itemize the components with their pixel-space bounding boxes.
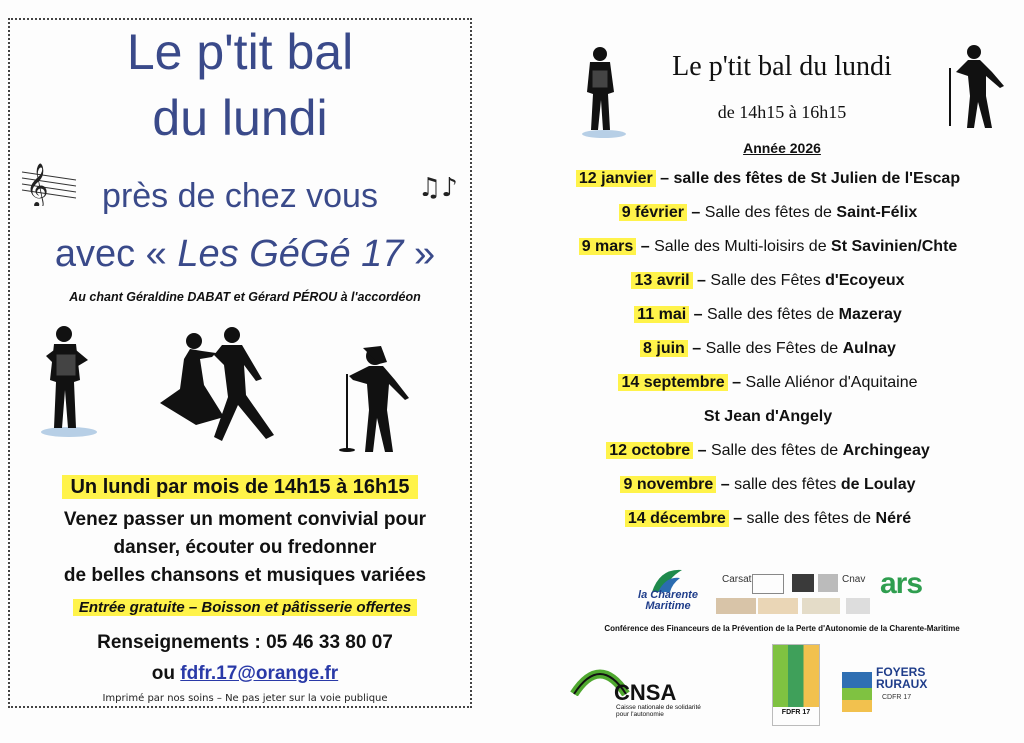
cnsa-text: CNSA [614,680,677,705]
conference-caption: Conférence des Financeurs de la Prévention de la Perte d'Autonomie de la Charente-Maritime [604,624,960,633]
schedule-separator: – [687,340,706,357]
schedule-town: St Julien de l'Escap [810,170,961,187]
fdfr-logo [772,644,820,726]
schedule-town: St Savinien/Chte [831,238,958,255]
partner-logo-7 [846,598,870,614]
accordion-player-silhouette [34,320,104,440]
band-prefix: avec « [54,233,178,275]
schedule-place: Salle des fêtes de [704,204,837,221]
schedule-town: Mazeray [838,306,902,323]
right-flyer [512,0,1024,743]
schedule-date: 14 septembre [618,374,727,391]
schedule-year: Année 2026 [743,140,821,156]
cnav-logo: Cnav [842,574,866,585]
svg-text:𝄞: 𝄞 [26,163,49,206]
foyers-text: FOYERS RURAUX [876,665,928,691]
schedule-row [512,272,1024,290]
schedule-separator: – [693,442,711,459]
contact-phone: Renseignements : 05 46 33 80 07 [97,632,393,653]
flyer-title-line2: du lundi [152,90,328,146]
free-entry-line [20,597,470,619]
charente-maritime-text: la Charente Maritime [638,589,698,612]
description-block [20,506,470,590]
schedule-town: Néré [875,510,912,527]
schedule-town: Archingeay [842,442,930,459]
schedule-town: de Loulay [840,476,916,493]
contact-email-line [20,661,470,687]
description-line-1: Venez passer un moment convivial pour [63,509,427,530]
schedule-town: St Jean d'Angely [703,408,833,425]
schedule-place: Salle des Fêtes de [705,340,843,357]
singers-line: Au chant Géraldine DABAT et Gérard PÉROU à l'accordéon [69,290,421,304]
ars-logo [880,568,944,614]
schedule-place: Salle des Multi-loisirs de [654,238,832,255]
schedule-date: 9 février [619,204,687,221]
band-suffix: » [403,233,436,275]
schedule-date: 9 mars [579,238,637,255]
schedule-separator: – [689,306,707,323]
svg-text:♫♪: ♫♪ [418,173,458,203]
partner-logo-2 [752,574,784,594]
schedule-place: salle des fêtes de [746,510,876,527]
print-notice: Imprimé par nos soins – Ne pas jeter sur la voie publique [102,693,388,704]
email-prefix: ou [151,663,181,684]
schedule-row [512,170,1024,188]
schedule-town: d'Ecoyeux [825,272,905,289]
schedule-row [512,408,1024,426]
partner-logo-3 [758,598,798,614]
schedule-place: Salle des fêtes de [710,442,843,459]
description-line-3: de belles chansons et musiques variées [63,565,427,586]
schedule-row [512,238,1024,256]
schedule-hours: de 14h15 à 16h15 [717,102,847,122]
cnsa-subtitle: Caisse nationale de solidarité pour l'autonomie [616,704,701,718]
schedule-place: Salle des fêtes de [706,306,839,323]
schedule-row [512,306,1024,324]
schedule-separator: – [692,272,711,289]
schedule-row [512,442,1024,460]
partner-logo-4 [792,574,814,592]
charente-maritime-logo [628,566,708,622]
schedule-date: 13 avril [631,272,692,289]
schedule-separator: – [636,238,655,255]
monthly-text: Un lundi par mois de 14h15 à 16h15 [62,475,417,499]
schedule-place: Salle Aliénor d'Aquitaine [745,374,918,391]
cnsa-logo [570,660,700,720]
schedule-separator: – [727,374,746,391]
schedule-separator: – [728,510,747,527]
schedule-separator: – [655,170,674,187]
schedule-place: Salle des Fêtes [710,272,826,289]
monthly-line [30,474,450,500]
singer-small-silhouette [940,40,1010,130]
schedule-date: 12 octobre [606,442,693,459]
dancing-couple-silhouette [150,325,290,450]
schedule-row [512,510,1024,528]
schedule-row [512,204,1024,222]
schedule-date: 8 juin [640,340,688,357]
partner-logo-5 [802,598,840,614]
schedule-separator: – [716,476,735,493]
foyers-ruraux-logo [842,666,942,720]
email-link[interactable]: fdfr.17@orange.fr [180,663,339,684]
flyer-subtitle: près de chez vous [102,177,378,215]
flyer-title-line1: Le p'tit bal [126,24,354,80]
schedule-place: salle des fêtes de [673,170,811,187]
schedule-row [512,476,1024,494]
schedule-town: Saint-Félix [836,204,918,221]
ars-text: ars [880,567,923,600]
music-notes-icon [418,170,462,204]
schedule-date: 9 novembre [620,476,716,493]
schedule-row [512,340,1024,358]
schedule-title: Le p'tit bal du lundi [672,51,892,82]
partner-logo-1 [716,598,756,614]
schedule-date: 11 mai [634,306,689,323]
schedule-row [512,374,1024,392]
description-line-2: danser, écouter ou fredonner [113,537,377,558]
partner-logo-6 [818,574,838,592]
band-line [20,232,470,276]
accordion-player-small-silhouette [578,44,632,140]
foyers-subtitle: CDFR 17 [882,694,912,701]
carsat-logo: Carsat [722,574,752,585]
schedule-town: Aulnay [842,340,896,357]
band-name: Les GéGé 17 [177,233,404,275]
schedule-date: 12 janvier [576,170,656,187]
fdfr-text: FDFR 17 [781,709,811,716]
schedule-place: salle des fêtes [734,476,841,493]
schedule-date: 14 décembre [625,510,729,527]
schedule-separator: – [686,204,705,221]
free-entry-text: Entrée gratuite – Boisson et pâtisserie offertes [73,599,417,616]
singer-silhouette [335,340,415,455]
